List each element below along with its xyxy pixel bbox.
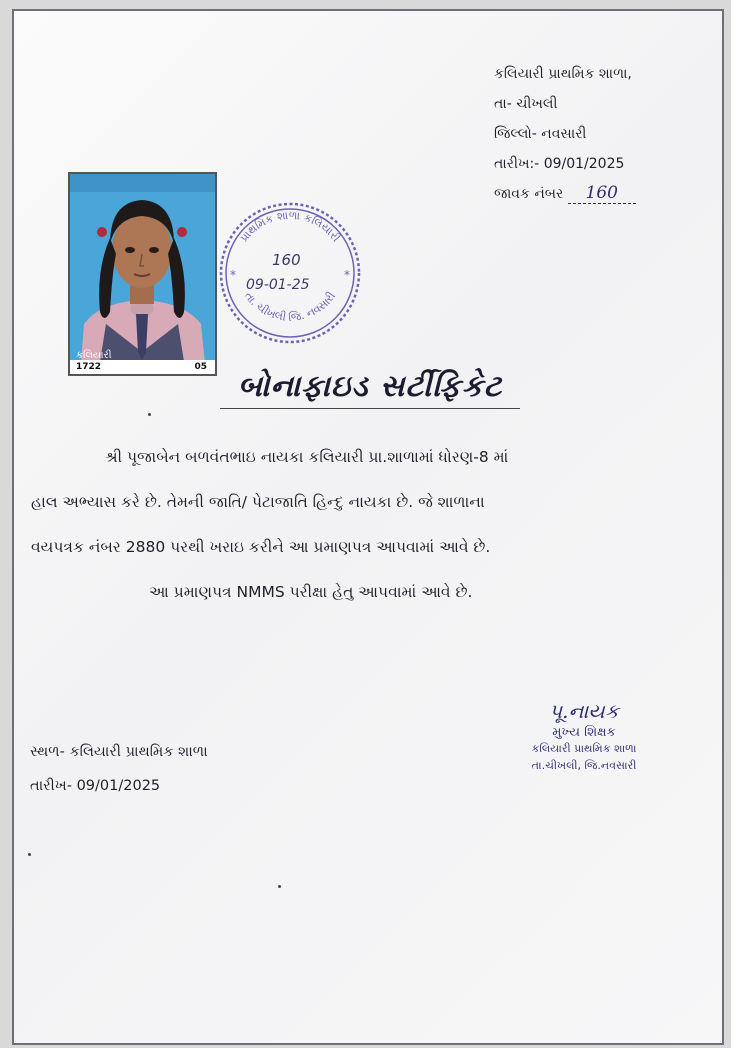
signature-mark: પૂ.નાયક	[549, 699, 619, 723]
photo-left-number: 1722	[76, 362, 102, 372]
inward-number-value: 160	[568, 183, 636, 204]
stamp-date: 09-01-25	[246, 277, 310, 293]
school-stamp	[216, 199, 364, 347]
stamp-bottom-text: તા. ચીખલી જિ. નવસારી	[241, 289, 339, 324]
certificate-page	[12, 9, 724, 1045]
place-line: સ્થળ- કલિયારી પ્રાથમિક શાળા	[30, 744, 208, 760]
stamp-star-icon-right: *	[344, 268, 350, 282]
issue-date-label: તારીખ:-	[494, 156, 540, 172]
student-portrait-image	[70, 174, 215, 374]
page-title: બોનાફાઇડ સર્ટીફિકેટ	[220, 369, 520, 409]
photo-caption: કલિયારી	[76, 350, 112, 361]
school-name-line: કલિયારી પ્રાથમિક શાળા,	[494, 66, 632, 82]
scan-speck	[28, 853, 31, 856]
certificate-body	[31, 435, 711, 615]
student-photo	[68, 172, 217, 376]
scan-speck	[148, 413, 151, 416]
body-line-3: વયપત્રક નંબર 2880 પરથી ખરાઇ કરીને આ પ્રમાણપત્ર આપવામાં આવે છે.	[31, 538, 491, 556]
inward-number-label: જાવક નંબર	[494, 186, 564, 202]
district-line: જિલ્લો- નવસારી	[494, 126, 587, 142]
scan-speck	[278, 885, 281, 888]
place-date-block	[30, 735, 208, 803]
stamp-top-text: પ્રાથમિક શાળા કલિયારી	[237, 208, 343, 245]
signature-place: તા.ચીખલી, જિ.નવસારી	[531, 759, 637, 772]
school-address-block	[494, 59, 636, 209]
inward-number-line	[494, 179, 636, 209]
footer-date-line: તારીખ- 09/01/2025	[30, 778, 161, 794]
body-line-4: આ પ્રમાણપત્ર NMMS પરીક્ષા હેતુ આપવામાં આવે છે.	[149, 583, 473, 601]
stamp-star-icon: *	[230, 268, 236, 282]
photo-right-number: 05	[194, 362, 207, 372]
body-line-2: હાલ અભ્યાસ કરે છે. તેમની જાતિ/ પેટાજાતિ હિન્દુ નાયકા છે. જે શાળાના	[31, 493, 485, 511]
signature-block	[504, 699, 664, 774]
issue-date-value: 09/01/2025	[543, 156, 625, 172]
signature-role: મુખ્ય શિક્ષક	[552, 725, 616, 740]
signature-school: કલિયારી પ્રાથમિક શાળા	[531, 742, 637, 755]
body-line-1: શ્રી પૂજાબેન બળવંતભાઇ નાયકા કલિયારી પ્રા.શાળામાં ધોરણ-8 માં	[105, 448, 509, 466]
taluka-line: તા- ચીખલી	[494, 96, 558, 112]
stamp-number: 160	[272, 251, 301, 269]
issue-date-line	[494, 149, 636, 179]
